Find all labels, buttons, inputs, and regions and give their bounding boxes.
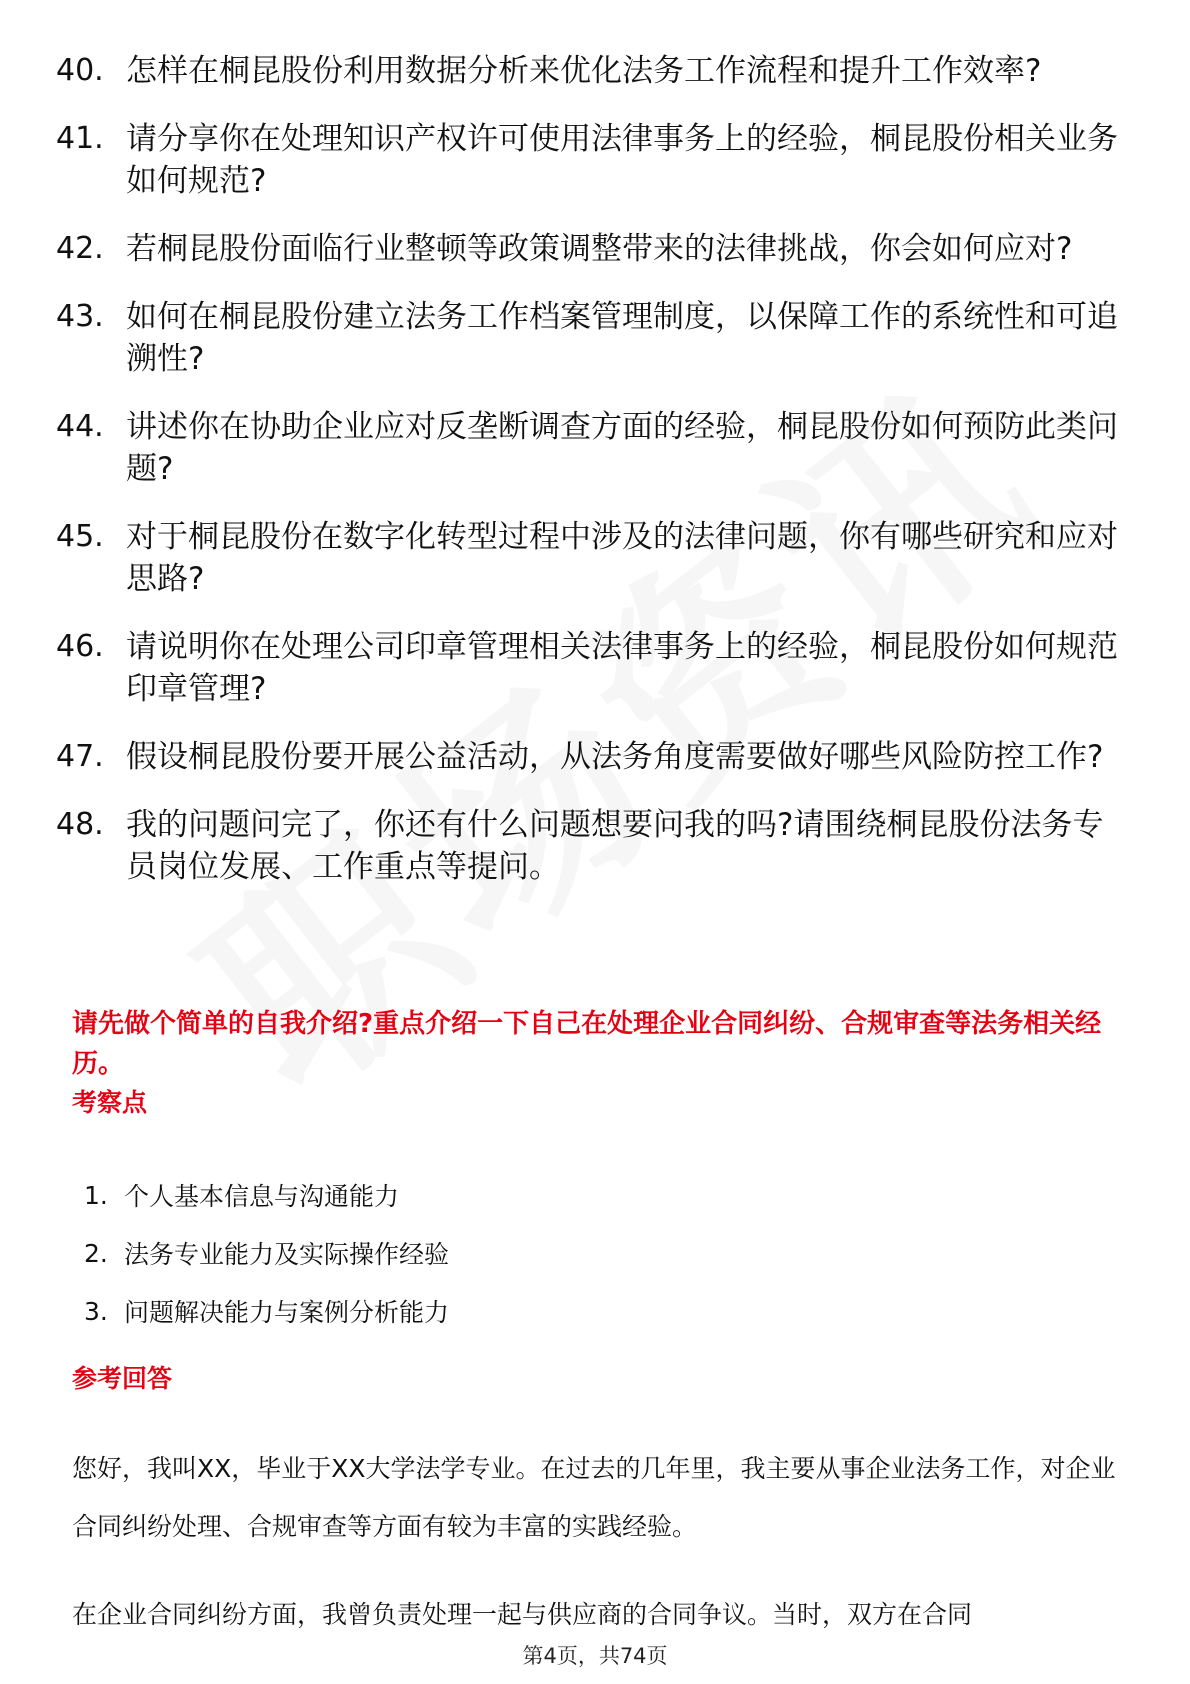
question-text: 怎样在桐昆股份利用数据分析来优化法务工作流程和提升工作效率? xyxy=(126,53,1042,89)
list-item xyxy=(56,516,1136,600)
point-text: 个人基本信息与沟通能力 xyxy=(124,1182,400,1211)
answer-paragraph: 您好，我叫XX，毕业于XX大学法学专业。在过去的几年里，我主要从事企业法务工作，对企业合同纠纷处理、合规审查等方面有较为丰富的实践经验。 xyxy=(72,1454,1116,1541)
question-text: 若桐昆股份面临行业整顿等政策调整带来的法律挑战，你会如何应对? xyxy=(126,231,1073,267)
question-text: 请说明你在处理公司印章管理相关法律事务上的经验，桐昆股份如何规范印章管理? xyxy=(126,629,1118,707)
list-item xyxy=(84,1224,984,1282)
question-number: 44. xyxy=(56,409,104,444)
point-number: 2. xyxy=(84,1238,108,1268)
question-number: 43. xyxy=(56,299,104,334)
question-number: 40. xyxy=(56,53,104,88)
point-number: 1. xyxy=(84,1180,108,1210)
list-item xyxy=(84,1166,984,1224)
answer-paragraph: 在企业合同纠纷方面，我曾负责处理一起与供应商的合同争议。当时，双方在合同 xyxy=(72,1600,973,1629)
question-text: 我的问题问完了，你还有什么问题想要问我的吗?请围绕桐昆股份法务专员岗位发展、工作重点等提问。 xyxy=(126,807,1104,885)
question-number: 42. xyxy=(56,231,104,266)
question-list xyxy=(56,50,1136,914)
page-number: 第4页，共74页 xyxy=(522,1644,668,1668)
point-text: 问题解决能力与案例分析能力 xyxy=(124,1298,450,1327)
question-number: 41. xyxy=(56,121,104,156)
question-text: 如何在桐昆股份建立法务工作档案管理制度，以保障工作的系统性和可追溯性? xyxy=(126,299,1118,377)
list-item xyxy=(56,736,1136,778)
list-item xyxy=(56,296,1136,380)
question-number: 46. xyxy=(56,629,104,664)
list-item xyxy=(56,50,1136,92)
point-number: 3. xyxy=(84,1296,108,1326)
question-number: 45. xyxy=(56,519,104,554)
reference-title: 参考回答 xyxy=(72,1364,173,1393)
highlight-question: 请先做个简单的自我介绍?重点介绍一下自己在处理企业合同纠纷、合规审查等法务相关经历。 xyxy=(72,1009,1102,1079)
question-number: 47. xyxy=(56,739,104,774)
assessment-title: 考察点 xyxy=(72,1088,148,1117)
question-text: 假设桐昆股份要开展公益活动，从法务角度需要做好哪些风险防控工作? xyxy=(126,739,1104,775)
question-text: 请分享你在处理知识产权许可使用法律事务上的经验，桐昆股份相关业务如何规范? xyxy=(126,121,1118,199)
list-item xyxy=(56,228,1136,270)
list-item xyxy=(56,406,1136,490)
list-item xyxy=(56,118,1136,202)
question-text: 对于桐昆股份在数字化转型过程中涉及的法律问题，你有哪些研究和应对思路? xyxy=(126,519,1118,597)
question-text: 讲述你在协助企业应对反垄断调查方面的经验，桐昆股份如何预防此类问题? xyxy=(126,409,1118,487)
assessment-points xyxy=(84,1166,984,1340)
point-text: 法务专业能力及实际操作经验 xyxy=(124,1240,450,1269)
list-item xyxy=(56,626,1136,710)
list-item xyxy=(56,804,1136,888)
list-item xyxy=(84,1282,984,1340)
question-number: 48. xyxy=(56,807,104,842)
